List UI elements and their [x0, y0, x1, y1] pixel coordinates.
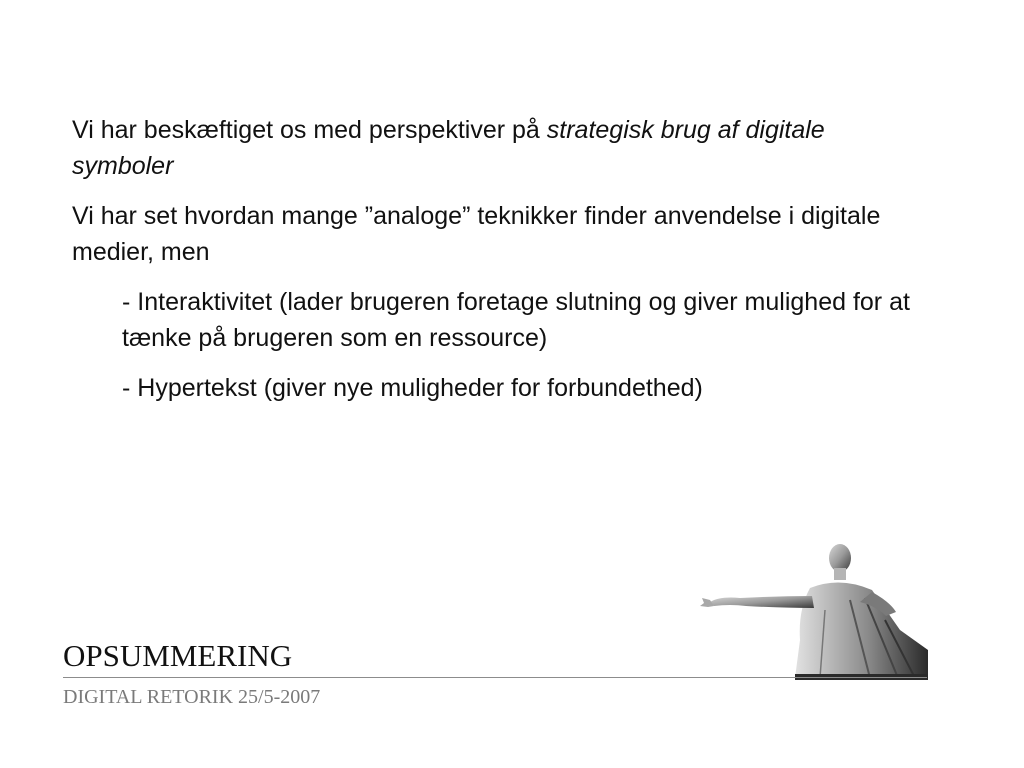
slide-body: [72, 112, 922, 420]
slide-subtitle: DIGITAL RETORIK 25/5-2007: [63, 686, 321, 708]
orator-statue-icon: [700, 540, 930, 680]
paragraph-perspectives-text: Vi har beskæftiget os med perspektiver på: [72, 116, 547, 144]
paragraph-perspectives: [72, 112, 922, 184]
paragraph-analog-techniques: Vi har set hvordan mange ”analoge” teknikker finder anvendelse i digitale medier, men: [72, 202, 881, 266]
bullet-interactivity: - Interaktivitet (lader brugeren foretage slutning og giver mulighed for at tænke på brugeren som en ressource): [122, 288, 910, 352]
bullet-hypertext: - Hypertekst (giver nye muligheder for forbundethed): [122, 374, 703, 402]
slide-title: OPSUMMERING: [63, 638, 293, 673]
title-divider: [63, 677, 927, 678]
paragraph-perspectives-emphasis: strategisk brug af digitale symboler: [72, 116, 825, 180]
